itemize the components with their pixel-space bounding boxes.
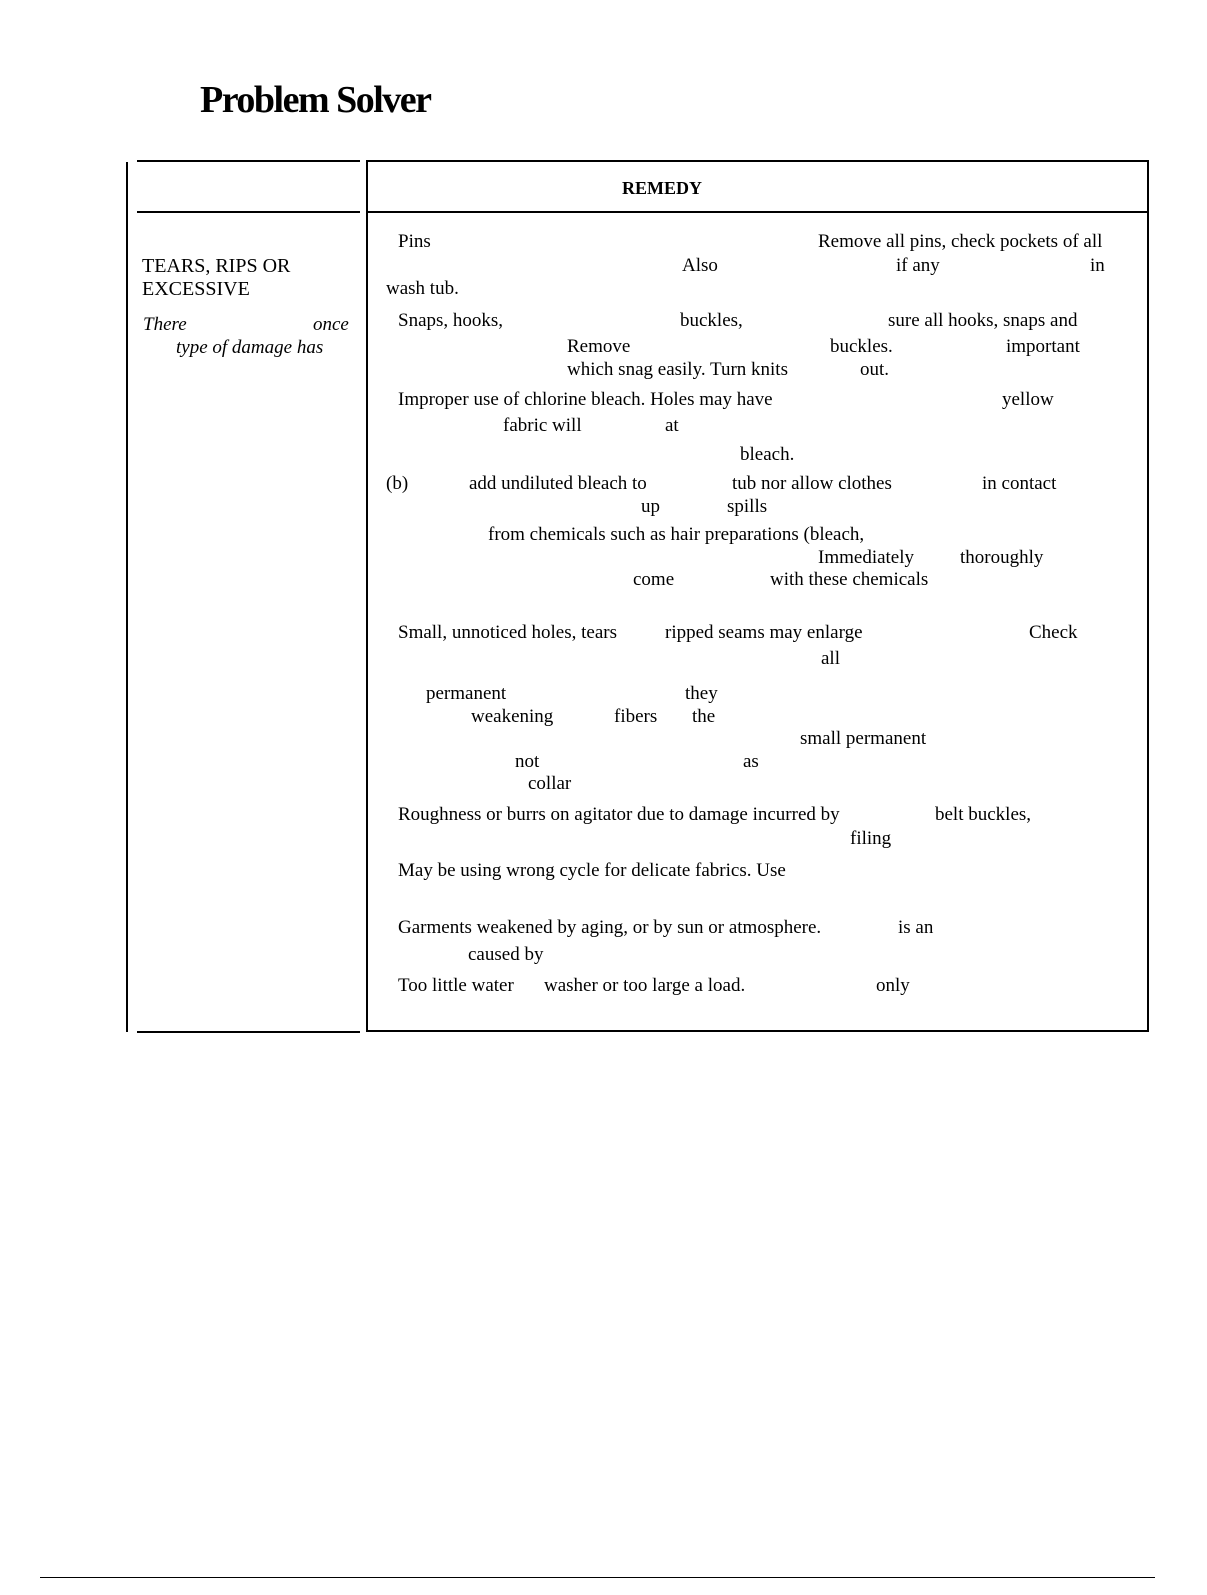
- remedy-text-fragment: come: [633, 569, 675, 590]
- remedy-text-fragment: bleach.: [740, 444, 795, 465]
- remedy-text-fragment: thoroughly: [960, 547, 1044, 568]
- remedy-text-fragment: the: [692, 706, 716, 727]
- remedy-text-fragment: Remove: [567, 336, 631, 357]
- remedy-text-fragment: as: [743, 751, 759, 772]
- footer-rule: [40, 1577, 1155, 1578]
- remedy-text-fragment: Garments weakened by aging, or by sun or atmosphere.: [398, 917, 822, 938]
- remedy-text-fragment: if any: [896, 255, 940, 276]
- remedy-text-fragment: collar: [528, 773, 572, 794]
- remedy-text-fragment: permanent: [426, 683, 507, 704]
- remedy-text-fragment: washer or too large a load.: [544, 975, 746, 996]
- remedy-text-fragment: with these chemicals: [770, 569, 929, 590]
- remedy-text-fragment: important: [1006, 336, 1080, 357]
- remedy-text-fragment: sure all hooks, snaps and: [888, 310, 1078, 331]
- problem-column-header-rule: [137, 211, 360, 213]
- problem-note-line2: type of damage has: [176, 337, 324, 358]
- problem-note-word-once: once: [313, 314, 349, 335]
- problem-label-line1: TEARS, RIPS OR: [142, 255, 291, 277]
- remedy-box-right: [1147, 160, 1149, 1032]
- remedy-text-fragment: spills: [727, 496, 768, 517]
- remedy-text-fragment: (b): [386, 473, 409, 494]
- remedy-text-fragment: tub nor allow clothes: [732, 473, 892, 494]
- remedy-text-fragment: add undiluted bleach to: [469, 473, 647, 494]
- remedy-text-fragment: belt buckles,: [935, 804, 1032, 825]
- remedy-text-fragment: all: [821, 648, 840, 669]
- remedy-text-fragment: up: [641, 496, 660, 517]
- remedy-text-fragment: Immediately: [818, 547, 915, 568]
- problem-label-line2: EXCESSIVE: [142, 278, 250, 300]
- problem-note-word-there: There: [143, 314, 187, 335]
- remedy-text-fragment: is an: [898, 917, 934, 938]
- remedy-text-fragment: out.: [860, 359, 890, 380]
- remedy-text-fragment: filing: [850, 828, 892, 849]
- remedy-text-fragment: Pins: [398, 231, 431, 252]
- remedy-box-top: [366, 160, 1149, 162]
- remedy-text-fragment: Roughness or burrs on agitator due to damage incurred by: [398, 804, 840, 825]
- remedy-text-fragment: Check: [1029, 622, 1078, 643]
- remedy-text-fragment: yellow: [1002, 389, 1054, 410]
- remedy-text-fragment: small permanent: [800, 728, 927, 749]
- remedy-text-fragment: in: [1090, 255, 1105, 276]
- remedy-text-fragment: at: [665, 415, 679, 436]
- remedy-text-fragment: weakening: [471, 706, 554, 727]
- page-title: Problem Solver: [200, 79, 431, 121]
- remedy-text-fragment: not: [515, 751, 540, 772]
- remedy-box-header-rule: [366, 211, 1149, 213]
- remedy-text-fragment: Improper use of chlorine bleach. Holes may have: [398, 389, 773, 410]
- remedy-text-fragment: buckles.: [830, 336, 893, 357]
- remedy-text-fragment: buckles,: [680, 310, 743, 331]
- remedy-text-fragment: only: [876, 975, 910, 996]
- remedy-column-header: REMEDY: [622, 178, 702, 198]
- problem-column-top-rule: [137, 160, 360, 162]
- remedy-text-fragment: Also: [682, 255, 718, 276]
- left-margin-line: [126, 162, 128, 1032]
- remedy-text-fragment: which snag easily. Turn knits: [567, 359, 788, 380]
- remedy-box-bottom: [366, 1030, 1149, 1032]
- remedy-text-fragment: from chemicals such as hair preparations (bleach,: [488, 524, 865, 545]
- remedy-text-fragment: ripped seams may enlarge: [665, 622, 863, 643]
- remedy-text-fragment: Small, unnoticed holes, tears: [398, 622, 617, 643]
- remedy-text-fragment: they: [685, 683, 718, 704]
- remedy-text-fragment: May be using wrong cycle for delicate fabrics. Use: [398, 860, 786, 881]
- remedy-text-fragment: Too little water: [398, 975, 514, 996]
- remedy-text-fragment: Remove all pins, check pockets of all: [818, 231, 1103, 252]
- remedy-box-left: [366, 160, 368, 1032]
- remedy-text-fragment: in contact: [982, 473, 1057, 494]
- remedy-text-fragment: wash tub.: [386, 278, 459, 299]
- problem-column-bottom-rule: [137, 1031, 360, 1033]
- remedy-text-fragment: caused by: [468, 944, 544, 965]
- remedy-text-fragment: fabric will: [503, 415, 582, 436]
- remedy-text-fragment: fibers: [614, 706, 658, 727]
- remedy-text-fragment: Snaps, hooks,: [398, 310, 504, 331]
